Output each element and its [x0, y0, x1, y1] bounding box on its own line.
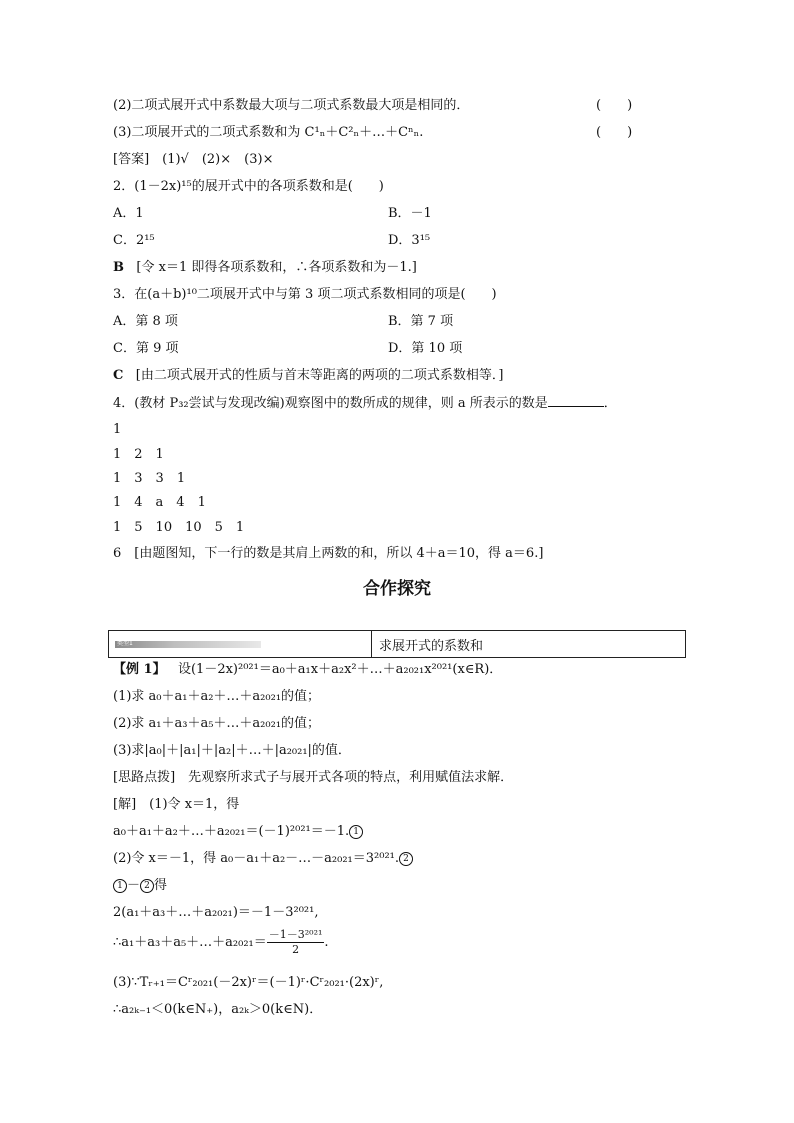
- fraction-denominator: 2: [292, 943, 300, 956]
- judge-item-2: [113, 97, 469, 115]
- solution-line-8: ∴a₂ₖ₋₁＜0(k∈N₊)，a₂ₖ＞0(k∈N)．: [113, 1002, 323, 1017]
- q2-option-a: A．1: [113, 206, 144, 221]
- judge-item-2-text: (2)二项式展开式中系数最大项与二项式系数最大项是相同的．: [113, 98, 470, 113]
- type-banner-graphic: [115, 641, 261, 648]
- q3-answer-text: [由二项式展开式的性质与首末等距离的两项的二项式系数相等．]: [135, 368, 504, 383]
- section-heading: 合作探究: [363, 579, 431, 599]
- q3-answer-letter: C: [113, 368, 124, 383]
- judge-paren-2: ( ): [596, 98, 633, 113]
- q4-stem: [113, 394, 617, 413]
- solution-line-1: [解] (1)令 x＝1，得: [113, 797, 240, 812]
- q3-option-b: B．第 7 项: [388, 314, 454, 329]
- q2-answer-text: [令 x＝1 即得各项系数和，∴各项系数和为－1.]: [136, 260, 417, 275]
- fraction: [267, 928, 325, 957]
- solution-line-2-text: a₀＋a₁＋a₂＋…＋a₂₀₂₁＝(－1)²⁰²¹＝－1.: [113, 824, 350, 839]
- example1-sub-3: (3)求|a₀|＋|a₁|＋|a₂|＋…＋|a₂₀₂₁|的值．: [113, 743, 351, 758]
- circled-number-1-ref: 1: [113, 879, 127, 893]
- judge-item-3: [113, 124, 423, 142]
- solution-line-4: [113, 877, 167, 895]
- q4-stem-text: 4．(教材 P₃₂尝试与发现改编)观察图中的数所成的规律，则 a 所表示的数是: [113, 396, 548, 411]
- solution-line-4-end: 得: [154, 878, 168, 893]
- solution-line-5: 2(a₁＋a₃＋…＋a₂₀₂₁)＝－1－3²⁰²¹,: [113, 905, 319, 920]
- q3-answer: [113, 367, 503, 385]
- example1-stem-text: 设(1－2x)²⁰²¹＝a₀＋a₁x＋a₂x²＋…＋a₂₀₂₁x²⁰²¹(x∈R)．: [177, 662, 503, 677]
- circled-number-2-ref: 2: [140, 879, 154, 893]
- judge-answer: [答案] (1)√ (2)× (3)×: [113, 152, 274, 167]
- q2-option-c: C．2¹⁵: [113, 233, 155, 248]
- q2-option-d: D．3¹⁵: [388, 233, 431, 248]
- solution-line-6-text: ∴a₁＋a₃＋a₅＋…＋a₂₀₂₁＝: [113, 935, 267, 950]
- q3-option-c: C．第 9 项: [113, 341, 179, 356]
- example1-sub-1: (1)求 a₀＋a₁＋a₂＋…＋a₂₀₂₁的值；: [113, 689, 321, 704]
- q3-option-d: D．第 10 项: [388, 341, 463, 356]
- judge-item-3-text: (3)二项展开式的二项式系数和为 C¹ₙ＋C²ₙ＋…＋Cⁿₙ.: [113, 125, 424, 140]
- q4-triangle-row-1: 1: [113, 422, 122, 437]
- type-banner-label: 类型1: [117, 640, 133, 647]
- solution-line-2: [113, 823, 363, 841]
- q2-answer-letter: B: [113, 260, 124, 275]
- q4-stem-end: ．: [603, 396, 617, 411]
- solution-line-6-end: .: [324, 935, 329, 950]
- q3-stem: 3．在(a＋b)¹⁰二项展开式中与第 3 项二项式系数相同的项是( ): [113, 287, 497, 302]
- q3-option-a: A．第 8 项: [113, 314, 178, 329]
- solution-line-7: (3)∵Tᵣ₊₁＝Cʳ₂₀₂₁(－2x)ʳ＝(－1)ʳ·Cʳ₂₀₂₁·(2x)ʳ,: [113, 975, 384, 990]
- type-box: [108, 630, 686, 658]
- q4-answer: 6 [由题图知，下一行的数是其肩上两数的和，所以 4＋a＝10，得 a＝6.]: [113, 546, 544, 561]
- q4-triangle-row-5: 1 5 10 10 5 1: [113, 520, 245, 535]
- example1-stem: [113, 661, 502, 679]
- solution-line-3: [113, 850, 413, 868]
- circled-number-1: 1: [349, 825, 363, 839]
- solution-line-3-text: (2)令 x＝－1，得 a₀－a₁＋a₂－…－a₂₀₂₁＝3²⁰²¹.: [113, 851, 400, 866]
- q4-answer-blank[interactable]: [548, 394, 604, 407]
- q2-stem: 2．(1－2x)¹⁵的展开式中的各项系数和是( ): [113, 179, 384, 194]
- q4-triangle-row-3: 1 3 3 1: [113, 471, 186, 486]
- type-box-title: 求展开式的系数和: [379, 639, 484, 654]
- q2-answer: [113, 259, 417, 277]
- judge-paren-3: ( ): [596, 125, 633, 140]
- example1-sub-2: (2)求 a₁＋a₃＋a₅＋…＋a₂₀₂₁的值；: [113, 716, 321, 731]
- q4-triangle-row-2: 1 2 1: [113, 447, 164, 462]
- example1-label: 【例 1】: [113, 662, 166, 677]
- example1-hint: [思路点拨] 先观察所求式子与展开式各项的特点，利用赋值法求解．: [113, 770, 514, 785]
- solution-line-6: [113, 928, 329, 958]
- fraction-numerator: －1－3²⁰²¹: [268, 928, 323, 941]
- circled-number-2: 2: [399, 852, 413, 866]
- q4-triangle-row-4: 1 4 a 4 1: [113, 495, 206, 510]
- q2-option-b: B．－1: [388, 206, 432, 221]
- solution-line-4-minus: －: [127, 878, 141, 893]
- type-box-label-cell: [109, 631, 372, 657]
